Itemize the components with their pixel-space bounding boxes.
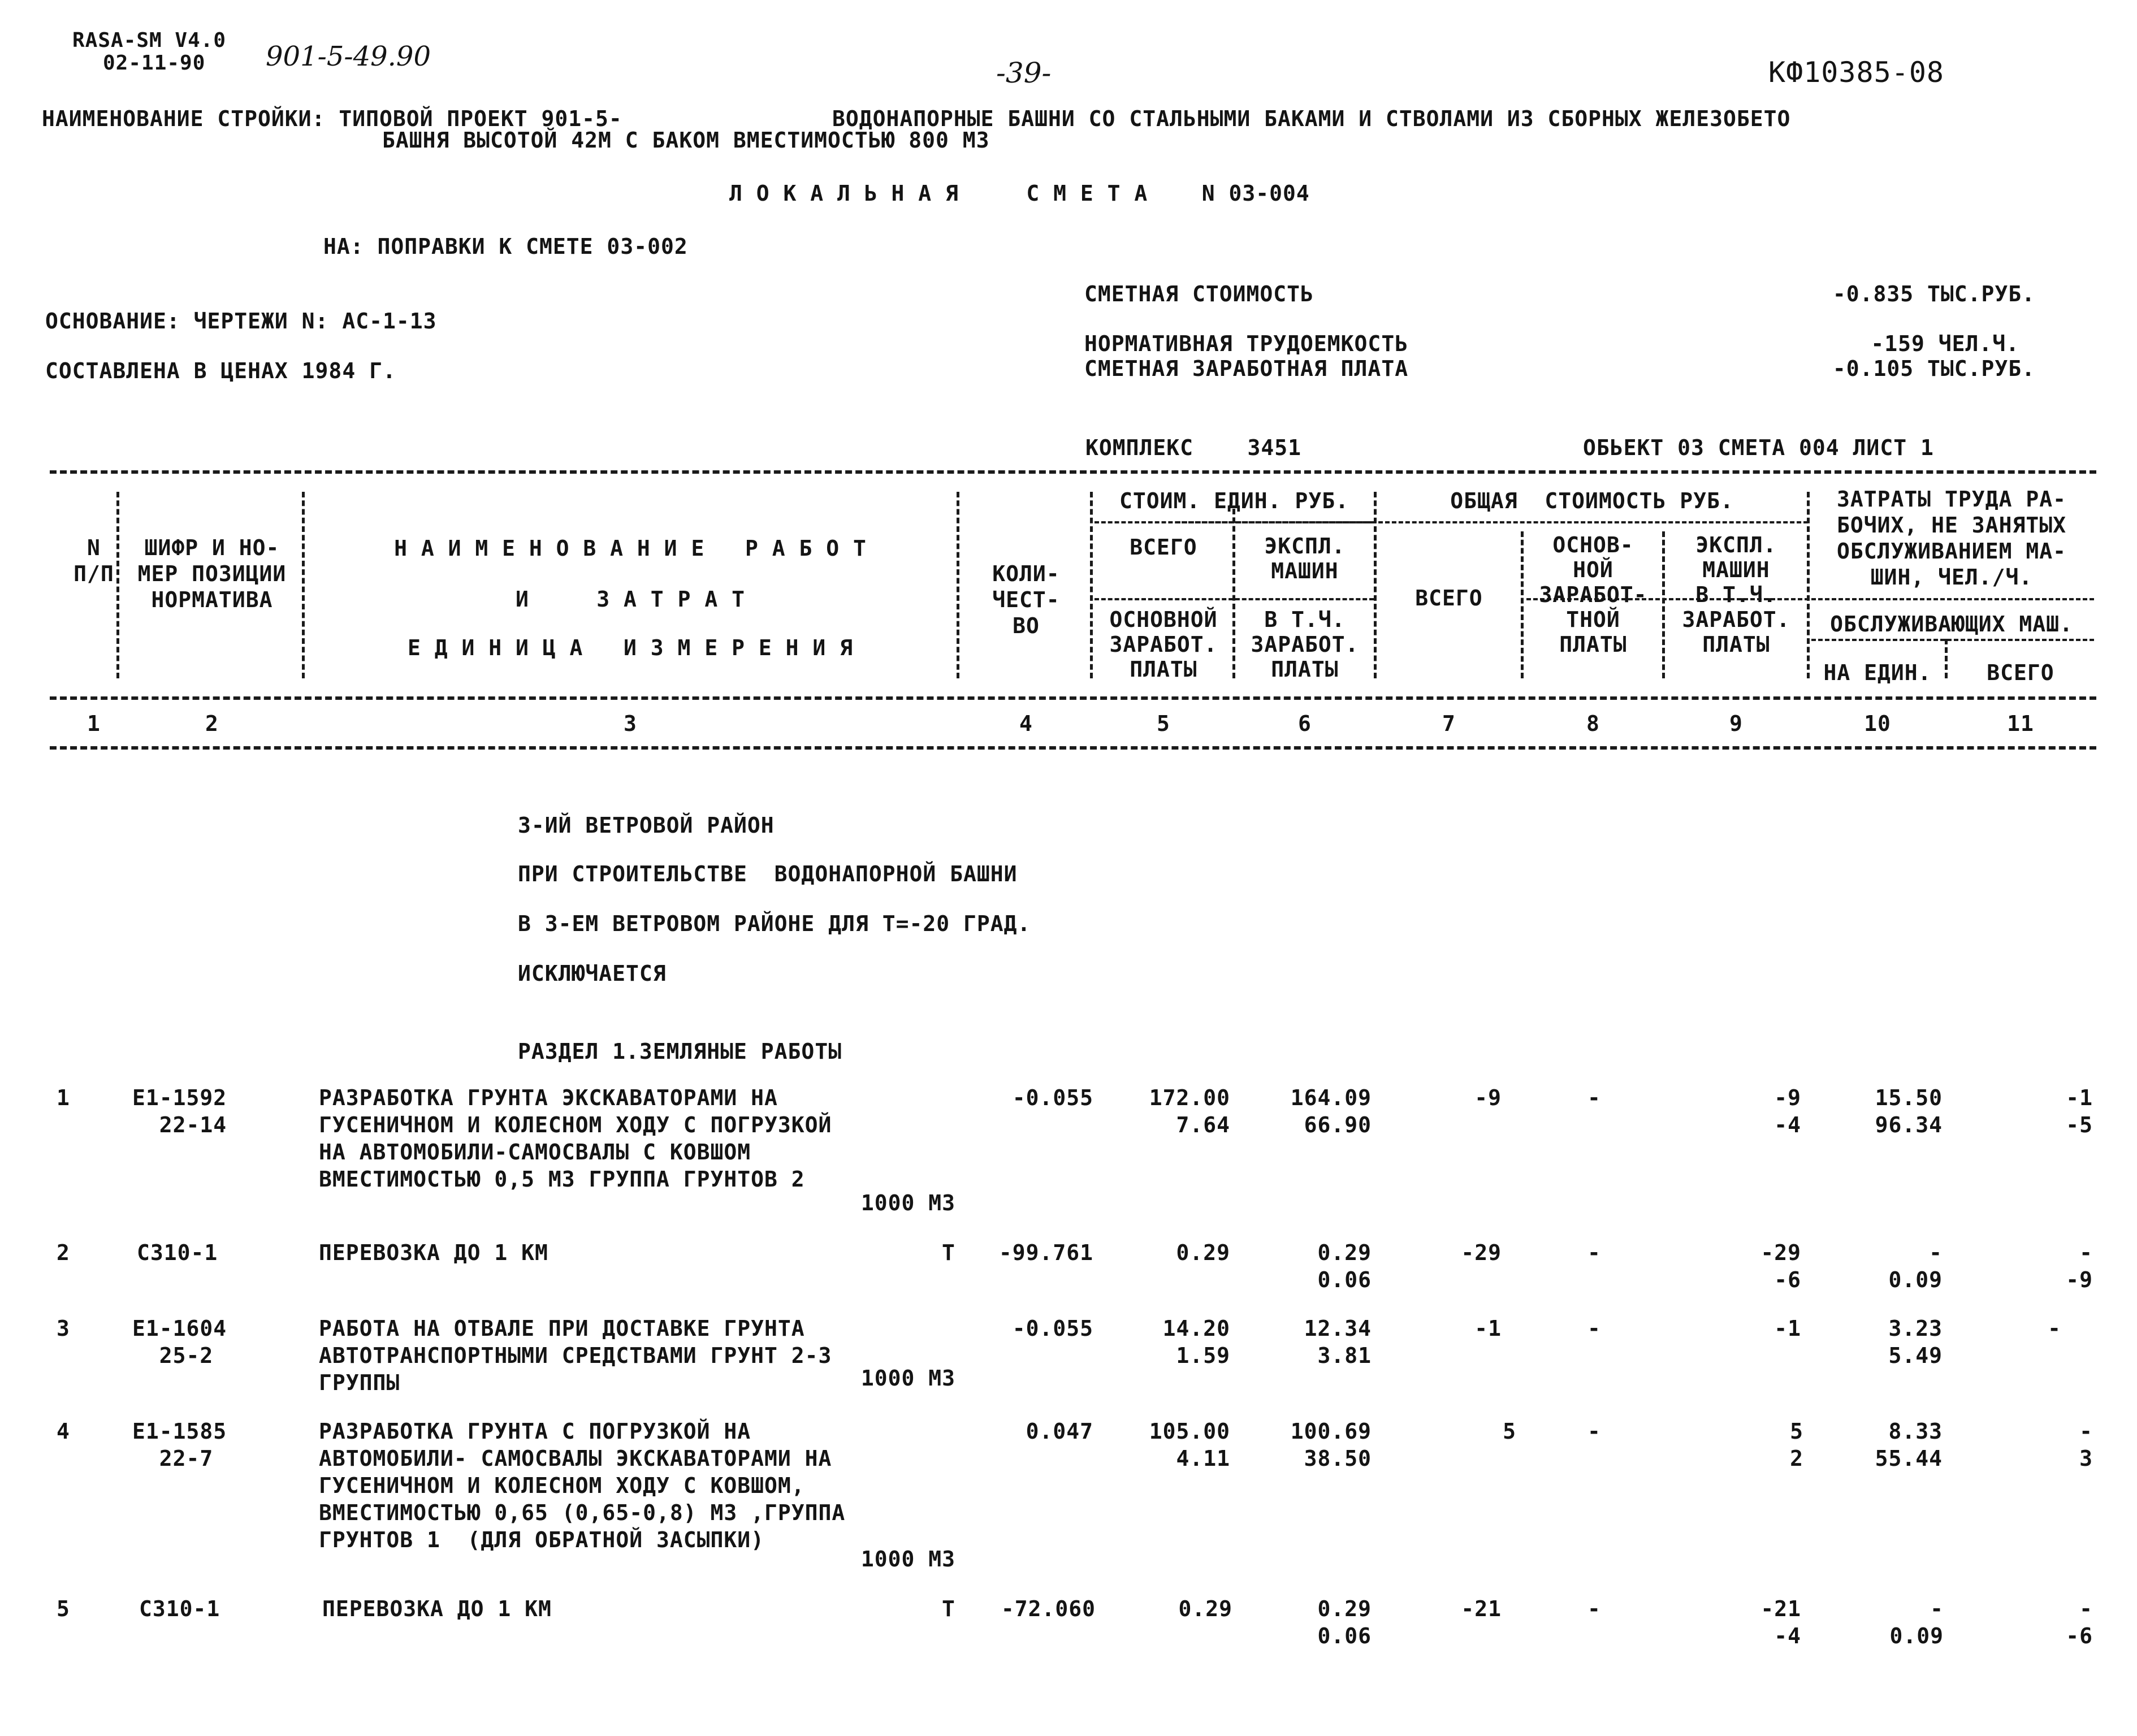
row-code: Е1-1592 22-14 (132, 1085, 227, 1137)
col-number: 2 (205, 711, 219, 736)
col-number: 11 (2007, 711, 2034, 736)
basis-drawings: ОСНОВАНИЕ: ЧЕРТЕЖИ N: АС-1-13 (45, 309, 437, 334)
col9-header: ЭКСПЛ. МАШИН В Т.Ч. ЗАРАБОТ. ПЛАТЫ (1682, 533, 1790, 657)
unit-cost-group-header: СТОИМ. ЕДИН. РУБ. (1119, 488, 1349, 513)
construction-name: ВОДОНАПОРНЫЕ БАШНИ СО СТАЛЬНЫМИ БАКАМИ И СТВОЛАМИ ИЗ СБОРНЫХ ЖЕЛЕЗОБЕТО (832, 106, 1791, 131)
row-col8: - (1587, 1419, 1601, 1444)
construction-line2: БАШНЯ ВЫСОТОЙ 42М С БАКОМ ВМЕСТИМОСТЬЮ 800 М3 (382, 128, 990, 153)
row-col10: 3.23 5.49 (1888, 1316, 1943, 1368)
row-col6: 100.69 38.50 (1290, 1419, 1372, 1471)
row-col11: -1 -5 (2066, 1085, 2093, 1137)
intro-line: 3-ИЙ ВЕТРОВОЙ РАЙОН (518, 813, 775, 838)
col-divider (1374, 492, 1377, 678)
col6-header: ЭКСПЛ. МАШИН (1264, 534, 1346, 583)
col-divider (1521, 531, 1524, 678)
row-name: РАЗРАБОТКА ГРУНТА С ПОГРУЗКОЙ НА АВТОМОБИЛИ- САМОСВАЛЫ ЭКСКАВАТОРАМИ НА ГУСЕНИЧНОМ И КОЛЕСНОМ ХОДУ С КОВШОМ, ВМЕСТИМОСТЬЮ 0,65 (0,65-0,8) М3 ,ГРУППА ГРУНТОВ 1 (ДЛЯ ОБРАТНОЙ ЗАСЫПКИ) (319, 1419, 846, 1552)
row-code: Е1-1604 25-2 (132, 1316, 227, 1368)
labor-group-header: ЗАТРАТЫ ТРУДА РА- БОЧИХ, НЕ ЗАНЯТЫХ ОБСЛУЖИВАНИЕМ МА- ШИН, ЧЕЛ./Ч. (1837, 487, 2066, 590)
document-code: КФ10385-08 (1768, 56, 1945, 89)
col-number: 10 (1864, 711, 1891, 736)
row-name: ПЕРЕВОЗКА ДО 1 КМ (319, 1240, 548, 1265)
row-qty: -0.055 (1012, 1085, 1093, 1110)
col-name-header-3: Е Д И Н И Ц А И З М Е Р Е Н И Я (408, 635, 853, 660)
program-date: 02-11-90 (103, 51, 206, 75)
row-number: 4 (57, 1419, 70, 1444)
row-col11: - -6 (2066, 1596, 2093, 1648)
page-number: -39- (996, 57, 1052, 89)
row-unit: 1000 М3 (860, 1547, 955, 1572)
row-col8: - (1587, 1240, 1601, 1265)
row-number: 1 (57, 1085, 70, 1110)
labor-group-header-2: ОБСЛУЖИВАЮЩИХ МАШ. (1830, 612, 2073, 637)
complex-number: КОМПЛЕКС 3451 (1085, 435, 1302, 460)
col-number: 3 (624, 711, 637, 736)
col-name-header-2: И З А Т Р А Т (516, 587, 745, 612)
cost-label: СМЕТНАЯ СТОИМОСТЬ (1084, 282, 1314, 306)
row-col5: 0.29 (1176, 1240, 1230, 1265)
row-qty: -0.055 (1012, 1316, 1093, 1341)
header-bottom-rule (50, 746, 2096, 750)
row-name: РАЗРАБОТКА ГРУНТА ЭКСКАВАТОРАМИ НА ГУСЕНИЧНОМ И КОЛЕСНОМ ХОДУ С ПОГРУЗКОЙ НА АВТОМОБИЛИ-САМОСВАЛЫ С КОВШОМ ВМЕСТИМОСТЬЮ 0,5 М3 ГРУППА ГРУНТОВ 2 (319, 1085, 832, 1192)
row-col7: -9 (1474, 1085, 1502, 1110)
col6-sub-header: В Т.Ч. ЗАРАБОТ. ПЛАТЫ (1251, 607, 1359, 682)
price-basis: СОСТАВЛЕНА В ЦЕНАХ 1984 Г. (45, 358, 396, 383)
subgroup-rule (1811, 598, 2094, 600)
row-unit: 1000 М3 (860, 1190, 955, 1215)
row-col9: -29 -6 (1760, 1240, 1801, 1292)
total-cost-group-header: ОБЩАЯ СТОИМОСТЬ РУБ. (1450, 488, 1734, 513)
subgroup-rule (1095, 598, 1374, 600)
row-col5: 172.00 7.64 (1149, 1085, 1230, 1137)
wage-label: СМЕТНАЯ ЗАРАБОТНАЯ ПЛАТА (1084, 356, 1409, 381)
row-col6: 12.34 3.81 (1304, 1316, 1372, 1368)
intro-line: ИСКЛЮЧАЕТСЯ (518, 961, 667, 986)
row-unit: 1000 М3 (860, 1366, 955, 1391)
row-col5: 0.29 (1178, 1596, 1232, 1621)
row-col11: - 3 (2079, 1419, 2093, 1471)
row-col8: - (1587, 1316, 1601, 1341)
row-number: 3 (57, 1316, 70, 1341)
row-col6: 0.29 0.06 (1317, 1596, 1372, 1648)
col8-header: ОСНОВ- НОЙ ЗАРАБОТ- ТНОЙ ПЛАТЫ (1539, 533, 1647, 657)
row-code: С310-1 (137, 1240, 218, 1265)
header-mid-rule (50, 696, 2096, 700)
row-name: РАБОТА НА ОТВАЛЕ ПРИ ДОСТАВКЕ ГРУНТА АВТОТРАНСПОРТНЫМИ СРЕДСТВАМИ ГРУНТ 2-3 ГРУППЫ (319, 1316, 832, 1395)
row-col10: 8.33 55.44 (1875, 1419, 1943, 1471)
row-col9: -9 -4 (1774, 1085, 1801, 1137)
row-number: 2 (57, 1240, 70, 1265)
col-number: 8 (1586, 711, 1600, 736)
row-col9: -21 -4 (1760, 1596, 1801, 1648)
row-col9: -1 (1774, 1316, 1801, 1341)
row-unit: Т (942, 1240, 955, 1265)
subgroup-rule (1176, 521, 1808, 523)
col-divider (1807, 492, 1810, 678)
col10-header: НА ЕДИН. (1823, 660, 1932, 685)
row-col6: 0.29 0.06 (1317, 1240, 1372, 1292)
row-qty: -72.060 (1001, 1596, 1096, 1621)
intro-line: В 3-ЕМ ВЕТРОВОМ РАЙОНЕ ДЛЯ Т=-20 ГРАД. (518, 911, 1031, 936)
col5-header: ВСЕГО (1130, 535, 1197, 560)
row-col5: 14.20 1.59 (1162, 1316, 1230, 1368)
col-number: 4 (1019, 711, 1033, 736)
cost-value: -0.835 ТЫС.РУБ. (1832, 282, 2035, 306)
col-number: 7 (1442, 711, 1456, 736)
row-unit: Т (942, 1596, 955, 1621)
col5-sub-header: ОСНОВНОЙ ЗАРАБОТ. ПЛАТЫ (1109, 607, 1218, 682)
program-version: RASA-SM V4.0 (72, 29, 227, 52)
subgroup-rule (1811, 639, 2094, 641)
col-number: 5 (1157, 711, 1170, 736)
col7-header: ВСЕГО (1415, 586, 1483, 611)
col-name-header: Н А И М Е Н О В А Н И Е Р А Б О Т (394, 536, 867, 561)
col-divider (1945, 639, 1948, 678)
estimate-subject: НА: ПОПРАВКИ К СМЕТЕ 03-002 (323, 234, 688, 259)
row-col10: - 0.09 (1888, 1240, 1943, 1292)
construction-label: НАИМЕНОВАНИЕ СТРОЙКИ: ТИПОВОЙ ПРОЕКТ 901-5- (42, 106, 622, 131)
object-sheet: ОБЬЕКТ 03 СМЕТА 004 ЛИСТ 1 (1583, 435, 1934, 460)
row-col7: -1 (1474, 1316, 1502, 1341)
row-col8: - (1587, 1085, 1601, 1110)
handwritten-project-number: 901-5-49.90 (266, 41, 431, 72)
col-divider (1232, 509, 1235, 678)
row-col8: - (1587, 1596, 1601, 1621)
row-code: С310-1 (139, 1596, 220, 1621)
wage-value: -0.105 ТЫС.РУБ. (1832, 356, 2035, 381)
row-code: Е1-1585 22-7 (132, 1419, 227, 1471)
col-number: 1 (87, 711, 101, 736)
section-title: РАЗДЕЛ 1.ЗЕМЛЯНЫЕ РАБОТЫ (518, 1039, 842, 1064)
row-col7: 5 (1503, 1419, 1516, 1444)
col-num-header: N П/П (73, 535, 114, 586)
row-number: 5 (57, 1596, 70, 1621)
col-divider (957, 492, 959, 678)
row-col10: 15.50 96.34 (1875, 1085, 1943, 1137)
col-qty-header: КОЛИ- ЧЕСТ- ВО (992, 561, 1060, 638)
col-number: 6 (1298, 711, 1312, 736)
intro-line: ПРИ СТРОИТЕЛЬСТВЕ ВОДОНАПОРНОЙ БАШНИ (518, 861, 1018, 886)
row-col11: - -9 (2066, 1240, 2093, 1292)
labor-value: -159 ЧЕЛ.Ч. (1871, 331, 2019, 356)
row-col7: -21 (1461, 1596, 1502, 1621)
row-col11: - (2048, 1316, 2061, 1341)
estimate-title: Л О К А Л Ь Н А Я С М Е Т А N 03-004 (729, 181, 1310, 206)
col-number: 9 (1729, 711, 1743, 736)
row-col9: 5 2 (1790, 1419, 1803, 1471)
row-qty: -99.761 (998, 1240, 1093, 1265)
row-col10: - 0.09 (1889, 1596, 1944, 1648)
labor-label: НОРМАТИВНАЯ ТРУДОЕМКОСТЬ (1084, 331, 1409, 356)
header-top-rule (50, 470, 2096, 474)
col-divider (1662, 531, 1665, 678)
row-qty: 0.047 (1026, 1419, 1093, 1444)
col11-header: ВСЕГО (1987, 660, 2054, 685)
row-col5: 105.00 4.11 (1149, 1419, 1230, 1471)
row-col6: 164.09 66.90 (1290, 1085, 1372, 1137)
col-code-header: ШИФР И НО- МЕР ПОЗИЦИИ НОРМАТИВА (137, 535, 287, 612)
row-name: ПЕРЕВОЗКА ДО 1 КМ (322, 1596, 552, 1621)
row-col7: -29 (1461, 1240, 1502, 1265)
